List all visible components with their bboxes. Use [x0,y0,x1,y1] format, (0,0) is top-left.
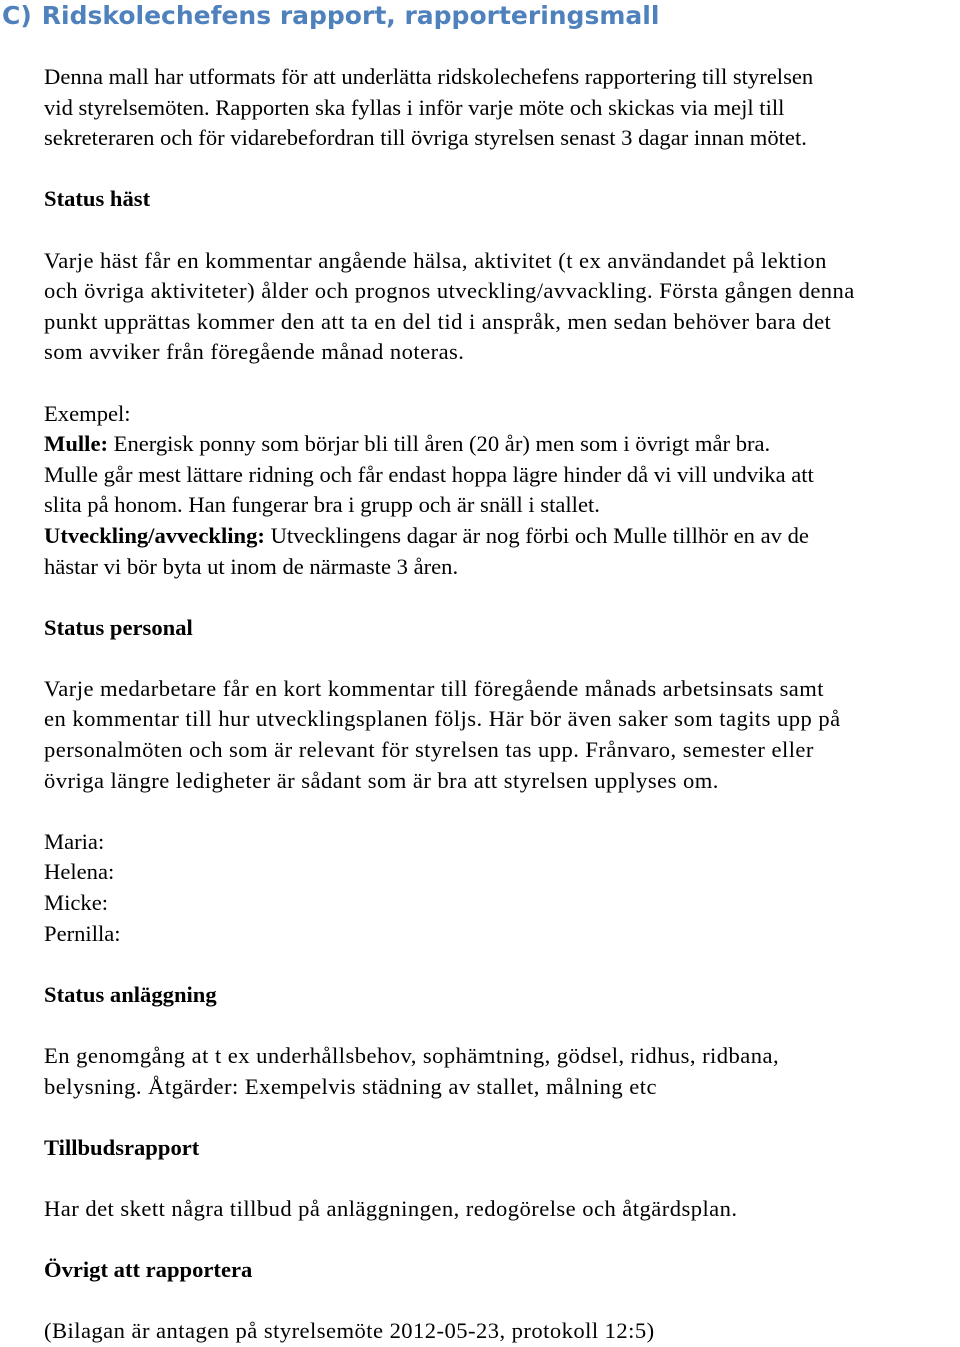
status-personal-line: en kommentar till hur utvecklingsplanen följs. Här bör även saker som tagits upp på [44,706,841,732]
section-heading [2,0,659,34]
status-personal-line: personalmöten och som är relevant för styrelsen tas upp. Frånvaro, semester eller [44,737,814,763]
mulle-label: Mulle: [44,431,108,457]
mulle-line: slita på honom. Han fungerar bra i grupp och är snäll i stallet. [44,492,600,518]
section-letter: C) [2,1,32,30]
section-title: Ridskolechefens rapport, rapporteringsmall [41,1,660,30]
mulle-line [44,429,960,460]
mulle-text: Energisk ponny som börjar bli till åren (20 år) men som i övrigt mår bra. [108,431,771,457]
staff-name: Pernilla: [44,920,121,946]
utveckling-line [44,521,960,552]
utveckling-text: Utvecklingens dagar är nog förbi och Mulle tillhör en av de [264,522,809,548]
status-anlaggning-line: En genomgång at t ex underhållsbehov, sophämtning, gödsel, ridhus, ridbana, [44,1043,780,1068]
example-label: Exempel: [44,400,131,426]
staff-name: Helena: [44,859,115,885]
tillbud-line: Har det skett några tillbud på anläggningen, redogörelse och åtgärdsplan. [44,1195,738,1221]
ovrigt-heading: Övrigt att rapportera [44,1257,253,1283]
staff-name: Maria: [44,828,105,854]
tillbud-heading: Tillbudsrapport [44,1134,200,1160]
status-hast-heading: Status häst [44,186,151,212]
intro-line: vid styrelsemöten. Rapporten ska fyllas i inför varje möte och skickas via mejl till [44,94,785,120]
utveckling-label: Utveckling/avveckling: [44,522,265,548]
intro-line: Denna mall har utformats för att underlätta ridskolechefens rapportering till styrelsen [44,64,814,89]
status-hast-line: punkt upprättas kommer den att ta en del tid i anspråk, men sedan behöver bara det [44,308,832,334]
status-hast-line: och övriga aktiviteter) ålder och prognos utveckling/avvackling. Första gången denna [44,278,855,304]
status-personal-line: övriga längre ledigheter är sådant som är bra att styrelsen upplyses om. [44,767,719,793]
status-anlaggning-line: belysning. Åtgärder: Exempelvis städning av stallet, målning etc [44,1073,657,1099]
status-personal-heading: Status personal [44,614,193,640]
document-body [44,62,960,1347]
status-hast-line: Varje häst får en kommentar angående hälsa, aktivitet (t ex användandet på lektion [44,247,827,273]
status-hast-line: som avviker från föregående månad noteras. [44,339,465,365]
status-anlaggning-heading: Status anläggning [44,981,217,1007]
staff-name: Micke: [44,890,108,916]
mulle-line: Mulle går mest lättare ridning och får endast hoppa lägre hinder då vi vill undvika att [44,461,814,487]
footer-note: (Bilagan är antagen på styrelsemöte 2012-05-23, protokoll 12:5) [44,1318,655,1344]
utveckling-line: hästar vi bör byta ut inom de närmaste 3 åren. [44,553,459,579]
intro-line: sekreteraren och för vidarebefordran till övriga styrelsen senast 3 dagar innan mötet. [44,125,807,151]
status-personal-line: Varje medarbetare får en kort kommentar till föregående månads arbetsinsats samt [44,675,825,701]
